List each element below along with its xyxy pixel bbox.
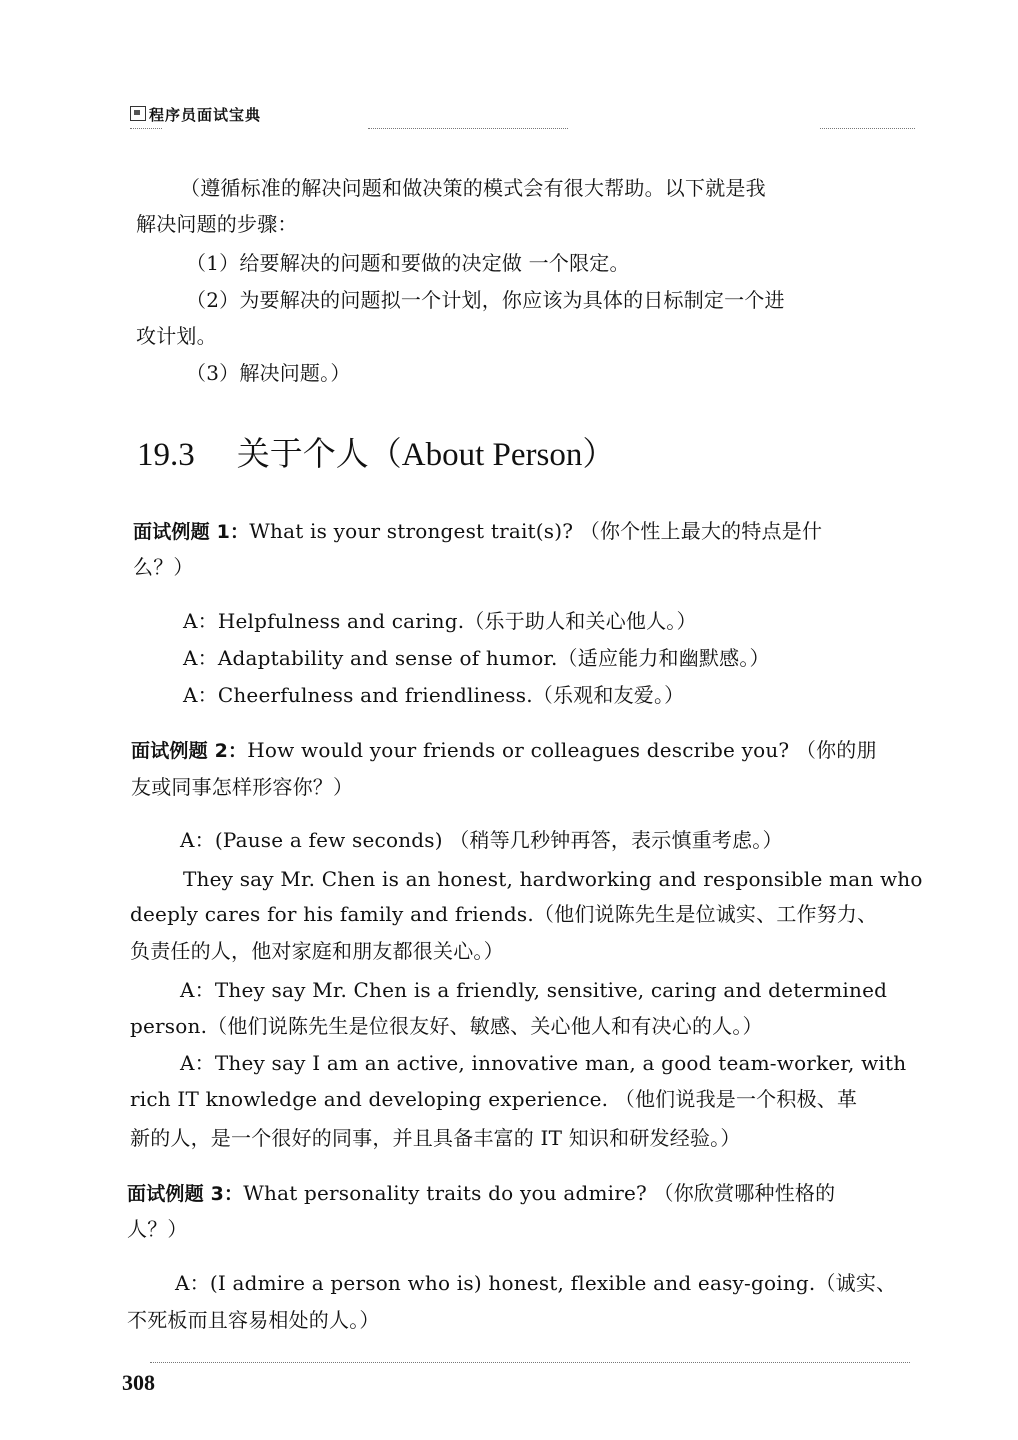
question-label: 面试例题 2： [131,740,248,762]
question-1-cont: 么？） [133,555,194,579]
question-text: What personality traits do you admire? （你欣赏哪种性格的 [243,1181,836,1205]
answer-line: A：They say Mr. Chen is a friendly, sensitive, caring and determined [180,978,888,1002]
intro-line: 解决问题的步骤： [136,212,298,236]
section-title: 关于个人（About Person） [236,437,616,473]
answer-line: A：They say I am an active, innovative man, a good team-worker, with [180,1051,907,1075]
header-rule-right [820,128,915,129]
answer-line: person.（他们说陈先生是位很友好、敏感、关心他人和有决心的人。） [130,1014,763,1038]
answer-line: 不死板而且容易相处的人。） [127,1308,380,1332]
section-heading [137,428,615,475]
question-1 [133,513,822,550]
answer-line: They say Mr. Chen is an honest, hardworking and responsible man who [183,867,923,891]
page-number: 308 [122,1370,155,1395]
intro-line: （1）给要解决的问题和要做的决定做 一个限定。 [186,251,630,275]
footer-rule [150,1362,910,1363]
answer-line: A：(Pause a few seconds) （稍等几秒钟再答，表示慎重考虑。） [180,828,783,852]
intro-line: （2）为要解决的问题拟一个计划，你应该为具体的日标制定一个进 [186,288,785,312]
answer-line: A：Adaptability and sense of humor.（适应能力和幽默感。） [183,646,770,670]
section-number: 19.3 [137,437,195,473]
answer-line: A：(I admire a person who is) honest, flexible and easy-going.（诚实、 [175,1271,897,1295]
question-3 [127,1175,835,1212]
header-rule-mid [368,128,568,129]
book-logo-icon [130,106,146,121]
question-3-cont: 人？） [127,1217,188,1241]
header-rule-left [130,128,162,129]
question-text: What is your strongest trait(s)? （你个性上最大的特点是什 [249,519,823,543]
answer-line: 负责任的人，他对家庭和朋友都很关心。） [130,939,504,963]
answer-line: rich IT knowledge and developing experience. （他们说我是一个积极、革 [130,1087,858,1111]
header-title: 程序员面试宝典 [149,106,262,124]
intro-line: 攻计划。 [136,324,217,348]
answer-line: deeply cares for his family and friends.（他们说陈先生是位诚实、工作努力、 [130,902,878,926]
intro-line: （3）解决问题。） [186,361,351,385]
question-label: 面试例题 1： [133,521,250,543]
answer-line: A：Helpfulness and caring.（乐于助人和关心他人。） [183,609,697,633]
question-2-cont: 友或同事怎样形容你？） [131,775,354,799]
answer-line: 新的人，是一个很好的同事，并且具备丰富的 IT 知识和研发经验。） [130,1126,741,1150]
question-text: How would your friends or colleagues describe you? （你的朋 [247,738,877,762]
running-header [130,104,261,125]
answer-line: A：Cheerfulness and friendliness.（乐观和友爱。） [183,683,685,707]
intro-line: （遵循标准的解决问题和做决策的模式会有很大帮助。以下就是我 [180,176,766,200]
question-label: 面试例题 3： [127,1183,244,1205]
question-2 [131,732,877,769]
